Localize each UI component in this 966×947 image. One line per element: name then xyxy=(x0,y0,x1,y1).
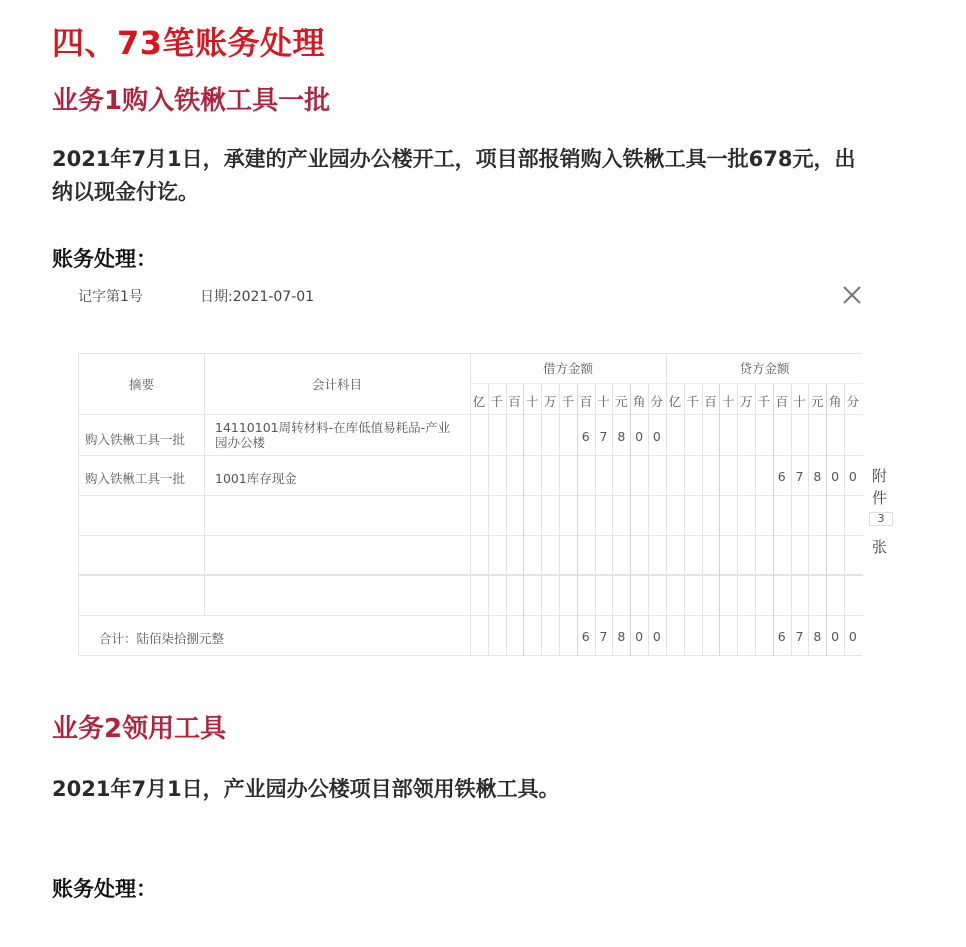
unit-header: 万 xyxy=(739,394,753,409)
unit-header: 角 xyxy=(828,394,842,409)
unit-header: 千 xyxy=(490,394,503,409)
amount-digit: 7 xyxy=(599,429,608,444)
gridline xyxy=(737,384,738,656)
unit-header: 角 xyxy=(632,394,646,409)
header-summary: 摘要 xyxy=(128,377,154,392)
business1-description-line2: 纳以现金付讫。 xyxy=(52,180,199,204)
amount-digit: 0 xyxy=(635,629,644,644)
total-row xyxy=(79,616,863,656)
table-row-empty[interactable] xyxy=(79,536,863,576)
unit-header: 分 xyxy=(650,394,664,409)
gridline xyxy=(541,384,542,656)
amount-digit: 0 xyxy=(831,629,840,644)
amount-digit: 6 xyxy=(777,469,786,484)
amount-digit: 6 xyxy=(581,429,590,444)
header-credit: 贷方金额 xyxy=(666,354,863,384)
gridline xyxy=(791,384,792,656)
table-row-empty[interactable] xyxy=(79,576,863,616)
unit-header: 万 xyxy=(543,394,557,409)
gridline xyxy=(844,384,845,656)
voucher-number: 记字第1号 xyxy=(78,289,143,305)
gridline xyxy=(630,384,631,656)
unit-header: 十 xyxy=(793,394,806,409)
amount-digit: 8 xyxy=(813,629,822,644)
amount-digit: 0 xyxy=(848,629,857,644)
amount-digit: 0 xyxy=(652,629,661,644)
table-row[interactable] xyxy=(79,456,863,496)
attachment-count-input[interactable]: 3 xyxy=(869,512,893,526)
gridline xyxy=(755,384,756,656)
gridline xyxy=(488,384,489,656)
amount-digit: 0 xyxy=(831,469,840,484)
entry-summary: 购入铁楸工具一批 xyxy=(85,432,186,447)
section-title: 四、73笔账务处理 xyxy=(52,24,326,62)
business1-title: 业务1购入铁楸工具一批 xyxy=(52,86,331,116)
unit-header: 百 xyxy=(775,394,788,409)
amount-digit: 6 xyxy=(581,629,590,644)
amount-digit: 8 xyxy=(617,629,626,644)
entry-account-line1: 14110101周转材料-在库低值易耗品-产业 xyxy=(215,420,451,435)
unit-header: 亿 xyxy=(472,394,486,409)
amount-digit: 0 xyxy=(848,469,857,484)
table-row-empty[interactable] xyxy=(79,496,863,536)
attachment-label-3: 张 xyxy=(872,538,888,556)
entry-account: 1001库存现金 xyxy=(215,471,297,486)
business1-description xyxy=(52,143,912,209)
header-account: 会计科目 xyxy=(311,377,362,392)
table-row[interactable] xyxy=(79,415,863,456)
amount-digit: 0 xyxy=(652,429,661,444)
gridline xyxy=(595,384,596,656)
voucher-table xyxy=(78,353,862,656)
gridline xyxy=(204,354,205,616)
close-button[interactable] xyxy=(840,283,864,307)
gridline xyxy=(773,384,774,656)
attachment-label-2: 件 xyxy=(872,489,888,507)
amount-digit: 7 xyxy=(795,629,804,644)
gridline xyxy=(523,384,524,656)
unit-header: 元 xyxy=(811,394,824,409)
amount-digit: 6 xyxy=(777,629,786,644)
gridline xyxy=(826,384,827,656)
attachment-label-1: 附 xyxy=(872,467,888,485)
unit-header: 十 xyxy=(597,394,610,409)
close-icon xyxy=(840,283,864,307)
unit-header: 分 xyxy=(846,394,860,409)
business1-processing-label: 账务处理： xyxy=(52,247,157,271)
gridline xyxy=(559,384,560,656)
unit-header: 千 xyxy=(561,394,575,409)
voucher-date: 日期:2021-07-01 xyxy=(200,289,315,305)
unit-header: 亿 xyxy=(668,394,682,409)
gridline xyxy=(684,384,685,656)
gridline xyxy=(577,384,578,656)
unit-header: 千 xyxy=(757,394,771,409)
entry-account xyxy=(215,420,470,450)
gridline xyxy=(666,354,667,656)
total-label: 合计：陆佰柒拾捌元整 xyxy=(99,631,225,646)
amount-digit: 0 xyxy=(635,429,644,444)
entry-summary: 购入铁楸工具一批 xyxy=(85,471,186,486)
gridline xyxy=(719,384,720,656)
unit-header: 千 xyxy=(686,394,699,409)
voucher-header-row xyxy=(79,354,863,415)
unit-header: 十 xyxy=(722,394,735,409)
gridline xyxy=(702,384,703,656)
gridline xyxy=(648,384,649,656)
header-debit: 借方金额 xyxy=(470,354,666,384)
business1-description-line1: 2021年7月1日，承建的产业园办公楼开工，项目部报销购入铁楸工具一批678元，出 xyxy=(52,147,856,171)
business2-description: 2021年7月1日，产业园办公楼项目部领用铁楸工具。 xyxy=(52,777,560,801)
amount-digit: 7 xyxy=(795,469,804,484)
amount-digit: 8 xyxy=(813,469,822,484)
unit-header: 十 xyxy=(526,394,539,409)
unit-header: 百 xyxy=(508,394,521,409)
amount-digit: 8 xyxy=(617,429,626,444)
gridline xyxy=(470,354,471,656)
unit-header: 百 xyxy=(579,394,592,409)
business2-title: 业务2领用工具 xyxy=(52,714,227,744)
unit-header: 元 xyxy=(615,394,628,409)
amount-digit: 7 xyxy=(599,629,608,644)
gridline xyxy=(808,384,809,656)
entry-account-line2: 园办公楼 xyxy=(215,435,266,450)
business2-processing-label: 账务处理： xyxy=(52,877,157,901)
gridline xyxy=(506,384,507,656)
gridline xyxy=(612,384,613,656)
unit-header: 百 xyxy=(704,394,717,409)
